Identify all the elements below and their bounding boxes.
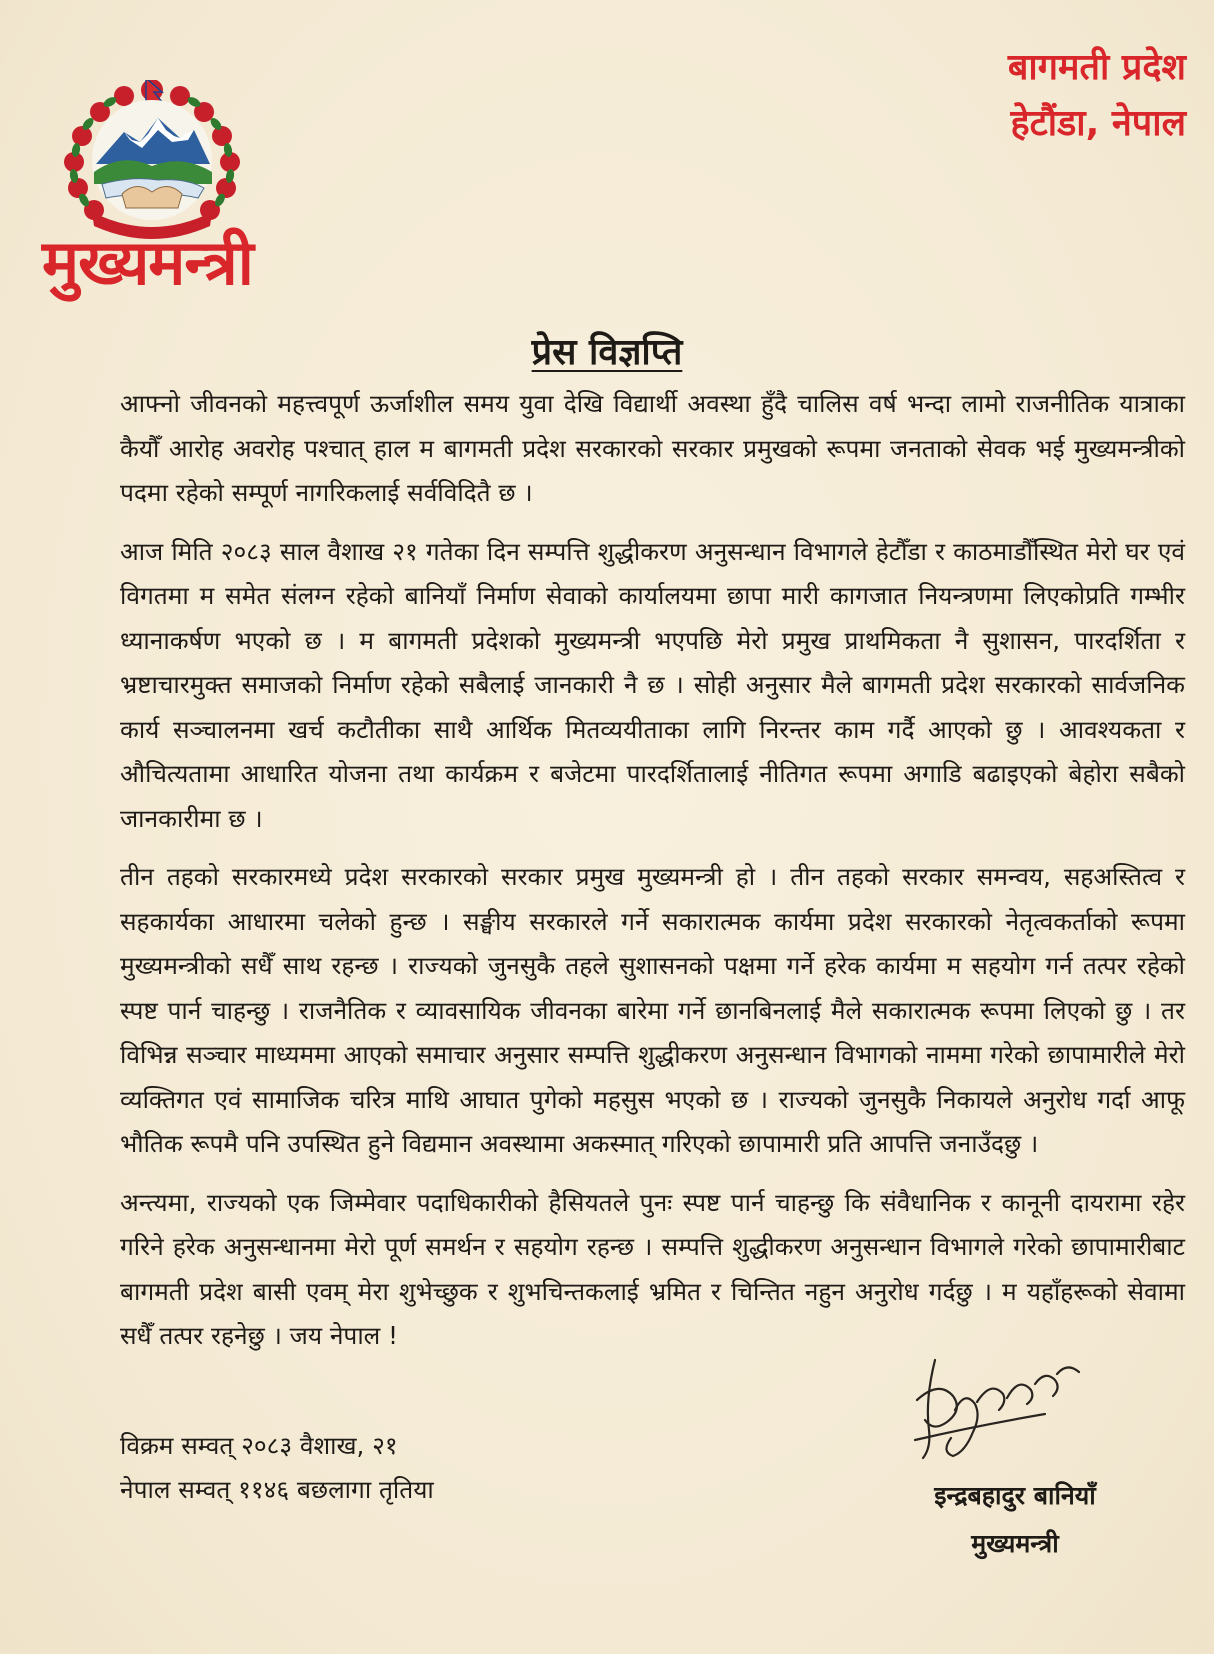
date-block <box>120 1424 434 1512</box>
paragraph-2: आज मिति २०८३ साल वैशाख २१ गतेका दिन सम्पत्ति शुद्धीकरण अनुसन्धान विभागले हेटौँडा र काठमाडौँस्थित मेरो घर एवं विगतमा म समेत संलग्न रहेको बानियाँ निर्माण सेवाको कार्यालयमा छापा मारी कागजात नियन्त्रणमा लिएकोप्रति गम्भीर ध्यानाकर्षण भएको छ । म बागमती प्रदेशको मुख्यमन्त्री भएपछि मेरो प्रमुख प्राथमिकता नै सुशासन, पारदर्शिता र भ्रष्टाचारमुक्त समाजको निर्माण रहेको सबैलाई जानकारी नै छ । सोही अनुसार मैले बागमती प्रदेश सरकारको सार्वजनिक कार्य सञ्चालनमा खर्च कटौतीका साथै आर्थिक मितव्ययीताका लागि निरन्तर काम गर्दै आएको छु । आवश्यकता र औचित्यतामा आधारित योजना तथा कार्यक्रम र बजेटमा पारदर्शितालाई नीतिगत रूपमा अगाडि बढाइएको बेहोरा सबैको जानकारीमा छ । <box>120 536 1185 833</box>
document-title: प्रेस विज्ञप्ति <box>531 332 683 373</box>
vikram-samvat-date: विक्रम सम्वत् २०८३ वैशाख, २१ <box>120 1431 398 1460</box>
address-city: हेटौंडा, नेपाल <box>1010 103 1186 144</box>
paragraph-4: अन्त्यमा, राज्यको एक जिम्मेवार पदाधिकारीको हैसियतले पुनः स्पष्ट पार्न चाहन्छु कि संवैधानिक र कानूनी दायरामा रहेर गरिने हरेक अनुसन्धानमा मेरो पूर्ण समर्थन र सहयोग रहन्छ । सम्पत्ति शुद्धीकरण अनुसन्धान विभागले गरेको छापामारीबाट बागमती प्रदेश बासी एवम् मेरा शुभेच्छुक र शुभचिन्तकलाई भ्रमित र चिन्तित नहुन अनुरोध गर्दछु । म यहाँहरूको सेवामा सधैँ तत्पर रहनेछु । जय नेपाल ! <box>120 1187 1185 1350</box>
nepal-emblem-icon <box>62 80 242 250</box>
address-province: बागमती प्रदेश <box>1007 47 1186 88</box>
signatory-name: इन्द्रबहादुर बानियाँ <box>934 1481 1096 1510</box>
handwritten-signature <box>895 1340 1095 1470</box>
signatory-designation: मुख्यमन्त्री <box>971 1529 1059 1558</box>
address-block <box>1008 40 1186 152</box>
office-title: मुख्यमन्त्री <box>42 226 253 299</box>
paragraph-3: तीन तहको सरकारमध्ये प्रदेश सरकारको सरकार प्रमुख मुख्यमन्त्री हो । तीन तहको सरकार समन्वय, सहअस्तित्व र सहकार्यका आधारमा चलेको हुन्छ । सङ्घीय सरकारले गर्ने सकारात्मक कार्यमा प्रदेश सरकारको नेतृत्वकर्ताको रूपमा मुख्यमन्त्रीको सधैँ साथ रहन्छ । राज्यको जुनसुकै तहले सुशासनको पक्षमा गर्ने हरेक कार्यमा म सहयोग गर्न तत्पर रहेको स्पष्ट पार्न चाहन्छु । राजनैतिक र व्यावसायिक जीवनका बारेमा गर्ने छानबिनलाई मैले सकारात्मक रूपमा लिएको छु । तर विभिन्न सञ्चार माध्यममा आएको समाचार अनुसार सम्पत्ति शुद्धीकरण अनुसन्धान विभागको नाममा गरेको छापामारीले मेरो व्यक्तिगत एवं सामाजिक चरित्र माथि आघात पुगेको महसुस भएको छ । राज्यको जुनसुकै निकायले अनुरोध गर्दा आफू भौतिक रूपमै पनि उपस्थित हुने विद्यमान अवस्थामा अकस्मात् गरिएको छापामारी प्रति आपत्ति जनाउँदछु । <box>120 862 1185 1158</box>
paragraph-1: आफ्नो जीवनको महत्त्वपूर्ण ऊर्जाशील समय युवा देखि विद्यार्थी अवस्था हुँदै चालिस वर्ष भन्दा लामो राजनीतिक यात्राका कैयौँ आरोह अवरोह पश्चात् हाल म बागमती प्रदेश सरकारको सरकार प्रमुखको रूपमा जनताको सेवक भई मुख्यमन्त्रीको पदमा रहेको सम्पूर्ण नागरिकलाई सर्वविदितै छ । <box>120 389 1185 507</box>
letter-body <box>120 382 1185 1373</box>
nepal-samvat-date: नेपाल सम्वत् ११४६ बछलागा तृतिया <box>120 1475 434 1504</box>
signatory-block <box>855 1472 1175 1568</box>
